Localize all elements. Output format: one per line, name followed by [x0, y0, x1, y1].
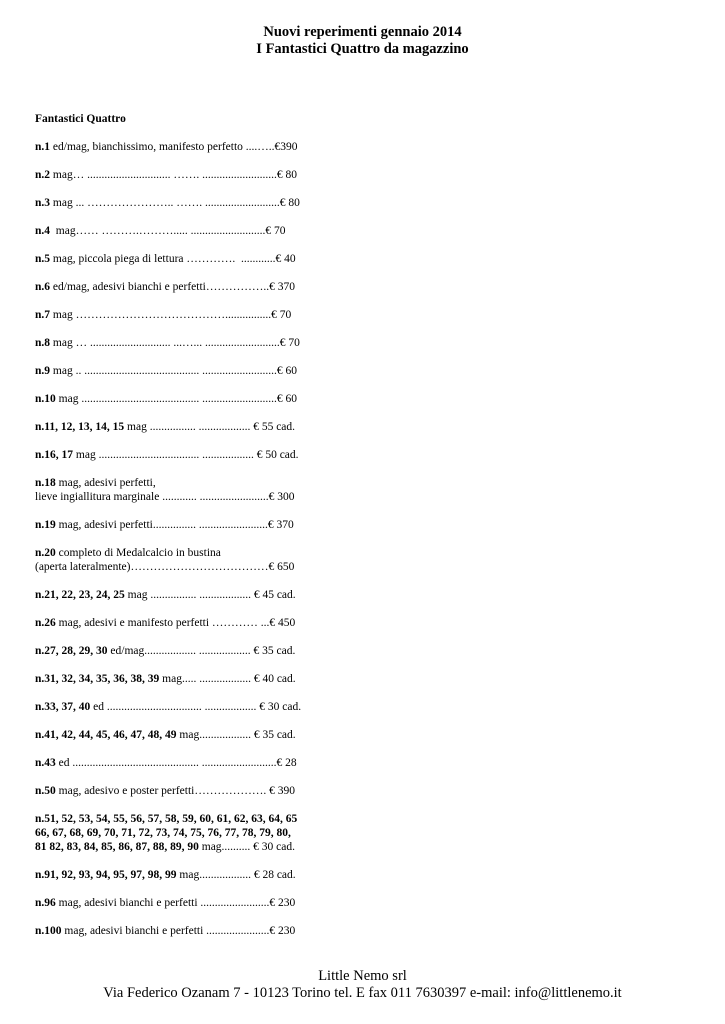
list-item: [35, 364, 297, 378]
item-number: n.4: [35, 225, 51, 237]
list-item: [35, 252, 296, 266]
list-item: [35, 756, 297, 770]
item-number: n.50: [35, 785, 56, 797]
list-item: [35, 392, 297, 406]
item-number: n.9: [35, 365, 51, 377]
list-item: [35, 896, 295, 910]
item-number: n.1: [35, 141, 51, 153]
item-description: mag.......... € 30 cad.: [198, 841, 296, 853]
list-item: [35, 336, 300, 350]
item-number: n.96: [35, 897, 56, 909]
list-item: [35, 924, 295, 938]
item-number: n.18: [35, 477, 56, 489]
item-number: n.100: [35, 925, 62, 937]
list-item: [35, 812, 297, 854]
list-item: [35, 728, 296, 742]
item-number: n.3: [35, 197, 51, 209]
list-item: [35, 140, 298, 154]
item-number: n.11, 12, 13, 14, 15: [35, 421, 125, 433]
item-description: mag ......................................... ..........................€ 60: [55, 393, 297, 405]
item-number: n.26: [35, 617, 56, 629]
item-description: mag, adesivi perfetti, lieve ingiallitura marginale ............ ........................€ 300: [35, 477, 295, 503]
document-title: [0, 24, 725, 58]
item-description: mag … ............................ ...…... ..........................€ 70: [50, 337, 300, 349]
item-description: mag.................. € 28 cad.: [176, 869, 296, 881]
item-number: n.10: [35, 393, 56, 405]
item-description: mag, adesivi bianchi e perfetti ........................€ 230: [55, 897, 296, 909]
item-description: completo di Medalcalcio in bustina (aperta lateralmente)………………………………€ 650: [35, 547, 295, 573]
list-item: [35, 308, 291, 322]
item-description: mag, adesivi e manifesto perfetti ………… ...€ 450: [55, 617, 296, 629]
item-number: n.2: [35, 169, 51, 181]
item-number: n.16, 17: [35, 449, 74, 461]
footer-address: Via Federico Ozanam 7 - 10123 Torino tel. E fax 011 7630397 e-mail: info@littlenemo.it: [103, 985, 622, 1001]
list-item: [35, 280, 295, 294]
list-item: [35, 168, 297, 182]
item-description: mag, adesivo e poster perfetti………………. € 390: [55, 785, 295, 797]
list-item: [35, 546, 294, 574]
item-description: mag… ............................. ……. ..........................€ 80: [50, 169, 297, 181]
list-item: [35, 224, 285, 238]
list-item: [35, 616, 295, 630]
item-description: ed ................................. .................. € 30 cad.: [90, 701, 302, 713]
list-item: [35, 868, 296, 882]
item-description: mag …………………………………................€ 70: [50, 309, 292, 321]
list-item: [35, 672, 296, 686]
list-item: [35, 518, 294, 532]
item-description: mag, piccola piega di lettura …………. ............€ 40: [50, 253, 296, 265]
item-number: n.19: [35, 519, 56, 531]
item-description: mag ................ .................. € 45 cad.: [124, 589, 296, 601]
item-number: n.20: [35, 547, 56, 559]
item-description: mag ................ .................. € 55 cad.: [124, 421, 296, 433]
item-number: n.21, 22, 23, 24, 25: [35, 589, 125, 601]
item-description: ed/mag.................. .................. € 35 cad.: [107, 645, 296, 657]
list-item: [35, 644, 295, 658]
list-item: [35, 476, 294, 504]
item-number: n.6: [35, 281, 51, 293]
footer-company: Little Nemo srl: [318, 968, 407, 984]
item-description: mag ... ………………….. ……. ..........................€ 80: [50, 197, 300, 209]
list-item: [35, 588, 296, 602]
list-item: [35, 784, 295, 798]
item-description: ed/mag, bianchissimo, manifesto perfetto ....…..€390: [50, 141, 298, 153]
item-number: n.91, 92, 93, 94, 95, 97, 98, 99: [35, 869, 177, 881]
item-number: n.41, 42, 44, 45, 46, 47, 48, 49: [35, 729, 177, 741]
title-line-1: Nuovi reperimenti gennaio 2014: [263, 24, 462, 40]
item-number: n.27, 28, 29, 30: [35, 645, 108, 657]
list-item: [35, 420, 295, 434]
item-number: n.31, 32, 34, 35, 36, 38, 39: [35, 673, 160, 685]
item-description: ed/mag, adesivi bianchi e perfetti……………..€ 370: [50, 281, 295, 293]
item-number: n.43: [35, 757, 56, 769]
section-heading: Fantastici Quattro: [35, 113, 126, 125]
item-description: mag…… ……….………..... ..........................€ 70: [50, 225, 286, 237]
item-description: mag, adesivi bianchi e perfetti ......................€ 230: [61, 925, 296, 937]
item-description: mag ................................... .................. € 50 cad.: [73, 449, 299, 461]
item-description: ed ............................................ ..........................€ 28: [55, 757, 297, 769]
list-item: [35, 448, 299, 462]
list-item: [35, 700, 301, 714]
item-description: mag .. ........................................ ..........................€ 60: [50, 365, 297, 377]
item-number: n.8: [35, 337, 51, 349]
item-number: n.5: [35, 253, 51, 265]
list-item: [35, 196, 300, 210]
item-number: n.51, 52, 53, 54, 55, 56, 57, 58, 59, 60, 61, 62, 63, 64, 65 66, 67, 68, 69, 70, 71, 72, 73, 74, 75, 76, 77, 78, 79, 80, 81 82, 83, 84, 85, 86, 87, 88, 89, 90: [35, 813, 298, 853]
item-description: mag, adesivi perfetti............... ........................€ 370: [55, 519, 294, 531]
footer: [0, 968, 725, 1002]
item-number: n.7: [35, 309, 51, 321]
item-number: n.33, 37, 40: [35, 701, 91, 713]
title-line-2: I Fantastici Quattro da magazzino: [256, 41, 469, 57]
item-description: mag.................. € 35 cad.: [176, 729, 296, 741]
item-description: mag..... .................. € 40 cad.: [159, 673, 296, 685]
